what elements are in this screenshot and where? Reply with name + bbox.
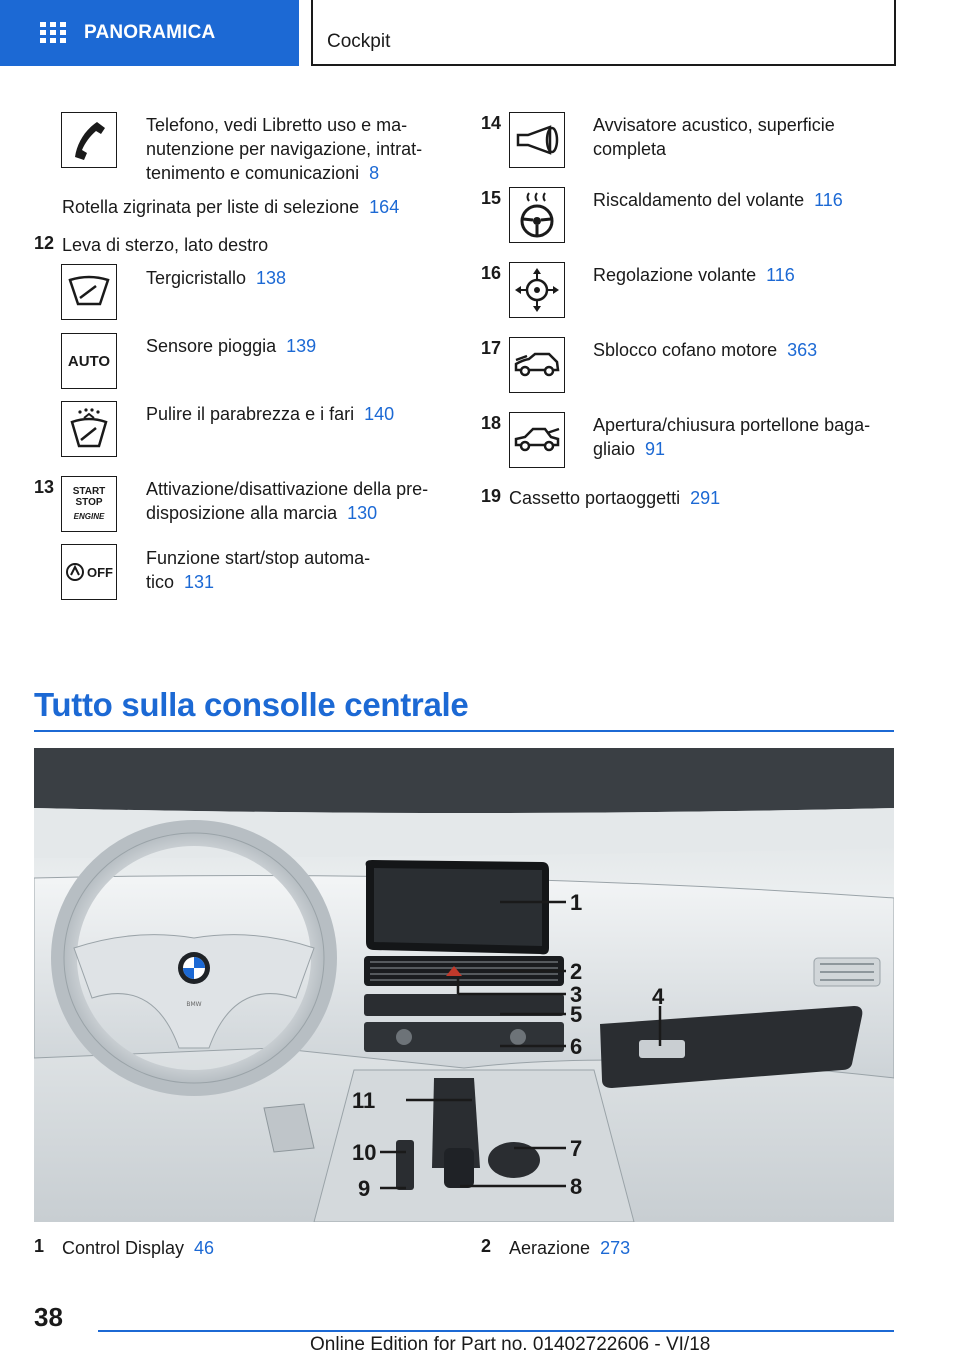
item-18-description <box>593 413 893 461</box>
callout-8: 8 <box>570 1174 583 1199</box>
item-15-description <box>593 188 843 212</box>
rain-icon-label: AUTO <box>67 352 111 370</box>
page-link-legend-1[interactable]: 46 <box>194 1238 215 1258</box>
phone-icon <box>61 112 117 168</box>
legend-item-1 <box>62 1236 214 1260</box>
callout-4: 4 <box>652 984 665 1009</box>
phone-description <box>146 113 446 185</box>
item-14-text-2: completa <box>593 139 667 159</box>
airbag-label: BMW <box>186 1001 202 1008</box>
stop-icon-label: STOP <box>75 497 103 508</box>
auto-start-stop-icon <box>61 544 117 600</box>
page-link-18[interactable]: 91 <box>645 439 666 459</box>
footer-edition: Online Edition for Part no. 01402722606 - VI/18 <box>310 1334 711 1355</box>
start-stop-icon <box>61 476 117 532</box>
roller-description <box>62 195 399 219</box>
item-number-19: 19 <box>481 486 502 506</box>
page-link-wash[interactable]: 140 <box>364 404 395 424</box>
steering-adjust-icon <box>509 262 565 318</box>
callout-2: 2 <box>570 959 583 984</box>
legend-number-2: 2 <box>481 1236 492 1256</box>
item-13-description <box>146 477 446 525</box>
engine-icon-label: ENGINE <box>73 512 105 521</box>
item-18-text-2: gliaio <box>593 439 636 459</box>
page-link-rain[interactable]: 139 <box>286 336 317 356</box>
steering-heat-icon <box>509 187 565 243</box>
legend-item-2 <box>509 1236 630 1260</box>
item-number-18: 18 <box>481 413 502 433</box>
phone-text-2: nutenzione per navigazione, intrat- <box>146 139 423 159</box>
section-tab[interactable] <box>0 0 299 66</box>
item-12-text: Leva di sterzo, lato destro <box>62 235 269 255</box>
callout-5: 5 <box>570 1002 583 1027</box>
page-link-13[interactable]: 130 <box>347 503 378 523</box>
item-16-text: Regolazione volante <box>593 265 757 285</box>
wiper-text: Tergicristallo <box>146 268 247 288</box>
item-15-text: Riscaldamento del volante <box>593 190 805 210</box>
callout-7: 7 <box>570 1136 583 1161</box>
page-link-wiper[interactable]: 138 <box>256 268 287 288</box>
item-number-17: 17 <box>481 338 502 358</box>
item-18-text-1: Apertura/chiusura portellone baga- <box>593 415 871 435</box>
autostop-text-2: tico <box>146 572 175 592</box>
item-number-12: 12 <box>34 233 55 253</box>
page-link-17[interactable]: 363 <box>787 340 818 360</box>
wiper-description <box>146 266 286 290</box>
callout-3: 3 <box>570 982 583 1007</box>
callout-9: 9 <box>358 1176 371 1201</box>
item-16-description <box>593 263 795 287</box>
legend-number-1: 1 <box>34 1236 45 1256</box>
chapter-label: Cockpit <box>327 31 391 52</box>
callout-10: 10 <box>352 1140 377 1165</box>
grid-icon <box>40 22 66 44</box>
rain-text: Sensore pioggia <box>146 336 277 356</box>
item-17-description <box>593 338 817 362</box>
washer-icon <box>61 401 117 457</box>
page-number: 38 <box>34 1302 63 1332</box>
item-number-14: 14 <box>481 113 502 133</box>
rain-sensor-icon <box>61 333 117 389</box>
section-label: PANORAMICA <box>84 22 216 43</box>
page-link-roller[interactable]: 164 <box>369 197 400 217</box>
autostop-text-1: Funzione start/stop automa- <box>146 548 371 568</box>
legend-text-1: Control Display <box>62 1238 185 1258</box>
item-number-15: 15 <box>481 188 502 208</box>
start-icon-label: START <box>72 486 106 497</box>
roller-text: Rotella zigrinata per liste di selezione <box>62 197 360 217</box>
item-13-text-2: disposizione alla marcia <box>146 503 338 523</box>
horn-icon <box>509 112 565 168</box>
footer-divider <box>98 1330 894 1332</box>
rain-description <box>146 334 316 358</box>
callout-11: 11 <box>352 1088 376 1113</box>
wash-description <box>146 402 394 426</box>
control-display <box>366 860 549 954</box>
item-17-text: Sblocco cofano motore <box>593 340 778 360</box>
tailgate-icon <box>509 412 565 468</box>
page-header <box>0 0 960 66</box>
item-number-16: 16 <box>481 263 502 283</box>
callout-6: 6 <box>570 1034 583 1059</box>
dashboard-illustration <box>34 748 894 1222</box>
phone-text-3: tenimento e comunicazioni <box>146 163 360 183</box>
page-link-15[interactable]: 116 <box>814 190 843 210</box>
phone-text-1: Telefono, vedi Libretto uso e ma- <box>146 115 408 135</box>
page-link-phone[interactable]: 8 <box>369 163 380 183</box>
item-19-text: Cassetto portaoggetti <box>509 488 681 508</box>
section-title: Tutto sulla consolle centrale <box>34 686 469 723</box>
page-link-19[interactable]: 291 <box>690 488 721 508</box>
chapter-tab[interactable] <box>311 0 896 66</box>
item-number-13: 13 <box>34 477 55 497</box>
item-13-text-1: Attivazione/disattivazione della pre- <box>146 479 429 499</box>
page-link-autostop[interactable]: 131 <box>184 572 215 592</box>
page-link-16[interactable]: 116 <box>766 265 795 285</box>
callout-1: 1 <box>570 890 583 915</box>
hood-release-icon <box>509 337 565 393</box>
autostop-description <box>146 546 446 594</box>
wiper-icon <box>61 264 117 320</box>
page-link-legend-2[interactable]: 273 <box>600 1238 631 1258</box>
off-icon-label: OFF <box>87 564 113 580</box>
wash-text: Pulire il parabrezza e i fari <box>146 404 355 424</box>
item-14-description <box>593 113 893 161</box>
item-19-description <box>509 486 720 510</box>
section-divider <box>34 730 894 732</box>
item-14-text-1: Avvisatore acustico, superficie <box>593 115 835 135</box>
legend-text-2: Aerazione <box>509 1238 591 1258</box>
